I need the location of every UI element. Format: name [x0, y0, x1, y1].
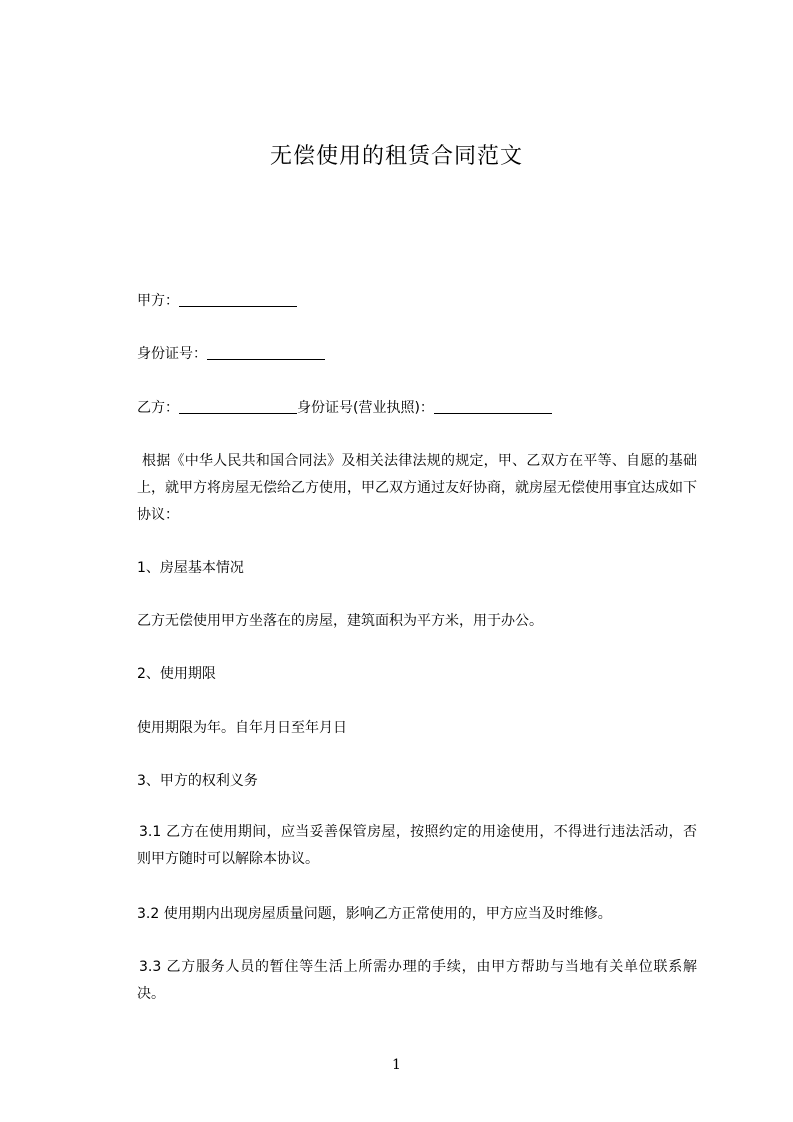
intro-paragraph: 根据《中华人民共和国合同法》及相关法律法规的规定，甲、乙双方在平等、自愿的基础上，就甲方将房屋无偿给乙方使用，甲乙双方通过友好协商，就房屋无偿使用事宜达成如下协议： [137, 453, 697, 523]
party-a-blank [179, 292, 297, 307]
section-3-heading: 3、甲方的权利义务 [137, 773, 258, 789]
section-1-heading: 1、房屋基本情况 [137, 560, 244, 576]
party-b-label: 乙方： [137, 400, 179, 416]
page-number: 1 [392, 1057, 401, 1073]
id-number-line [137, 344, 325, 364]
clause-3-1: 3.1 乙方在使用期间，应当妥善保管房屋，按照约定的用途使用，不得进行违法活动，否则甲方随时可以解除本协议。 [137, 824, 697, 867]
party-b-blank [179, 399, 297, 414]
clause-3-2: 3.2 使用期内出现房屋质量问题，影响乙方正常使用的，甲方应当及时维修。 [137, 906, 612, 922]
section-2-heading: 2、使用期限 [137, 666, 216, 682]
document-title: 无偿使用的租赁合同范文 [269, 144, 523, 169]
section-1-text: 乙方无偿使用甲方坐落在的房屋，建筑面积为平方米，用于办公。 [137, 613, 543, 629]
id-number-blank [207, 345, 325, 360]
party-a-line [137, 291, 297, 311]
party-b-id-label: 身份证号(营业执照)： [297, 400, 434, 416]
party-b-id-blank [434, 399, 552, 414]
section-2-text: 使用期限为年。自年月日至年月日 [137, 720, 347, 736]
party-b-line [137, 398, 552, 418]
clause-3-3: 3.3 乙方服务人员的暂住等生活上所需办理的手续，由甲方帮助与当地有关单位联系解决。 [137, 959, 697, 1002]
id-number-label: 身份证号： [137, 346, 207, 362]
party-a-label: 甲方： [137, 293, 179, 309]
